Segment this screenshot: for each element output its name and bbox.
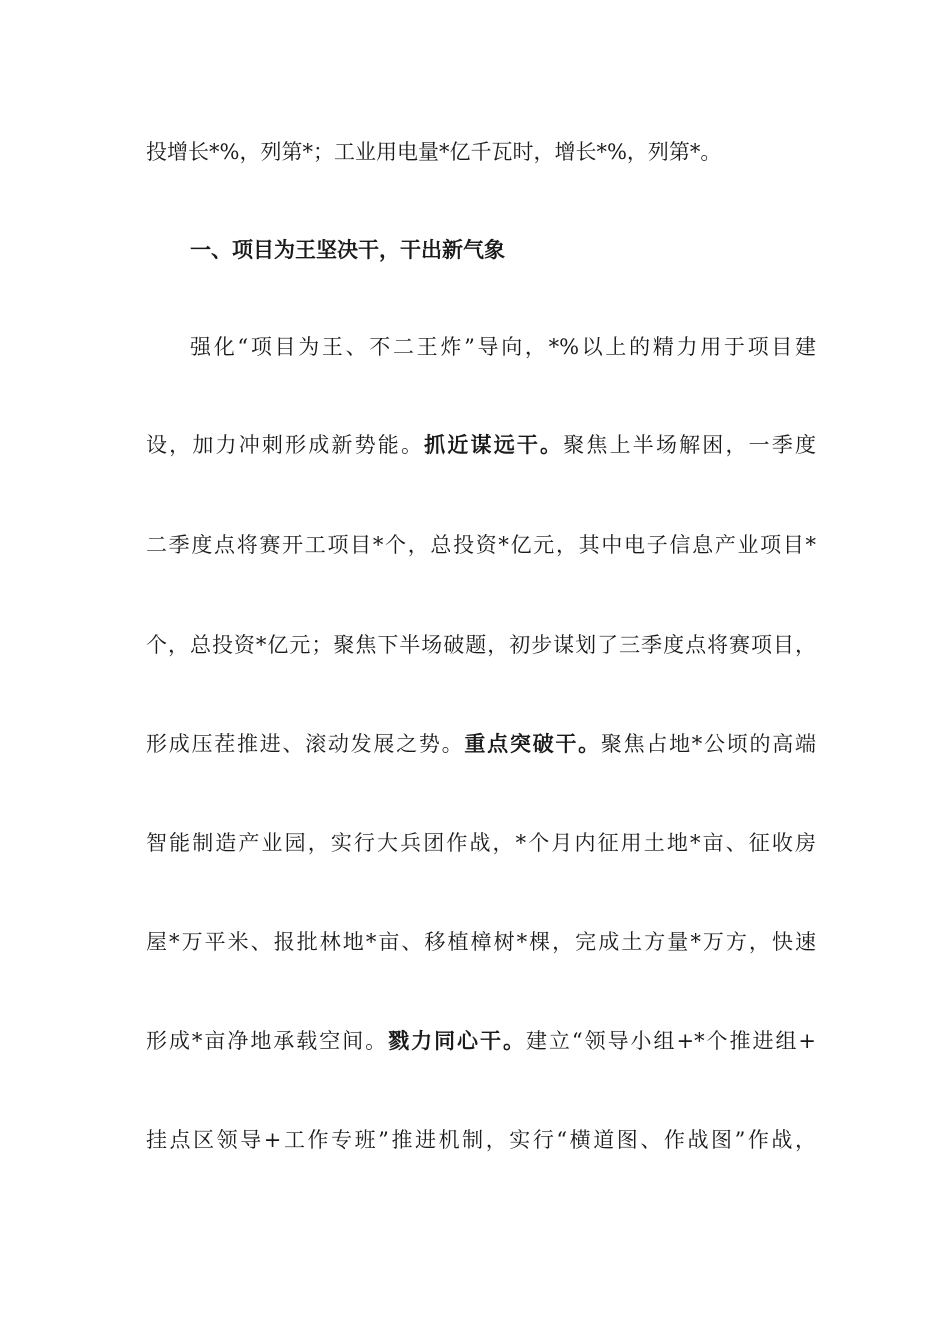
paragraph-line <box>146 630 816 660</box>
text-run: 挂点区领导+工作专班”推进机制，实行“横道图、作战图”作战， <box>146 1128 816 1152</box>
paragraph-line <box>146 927 816 957</box>
text-run: 形成*亩净地承载空间。 <box>146 1029 389 1053</box>
text-run: 智能制造产业园，实行大兵团作战，*个月内征用土地*亩、征收房 <box>146 831 816 855</box>
paragraph-line <box>146 430 816 460</box>
bold-keyphrase: 戮力同心干。 <box>388 1029 526 1053</box>
bold-keyphrase: 抓近谋远干。 <box>424 433 564 457</box>
paragraph-line <box>146 828 816 858</box>
text-run: 投增长*%，列第*；工业用电量*亿千瓦时，增长*%，列第*。 <box>146 140 722 164</box>
text-run: 个，总投资*亿元；聚焦下半场破题，初步谋划了三季度点将赛项目， <box>146 633 816 657</box>
text-run: 屋*万平米、报批林地*亩、移植樟树*棵，完成土方量*万方，快速 <box>146 930 816 954</box>
paragraph-line <box>146 1125 816 1155</box>
text-run: 聚焦占地*公顷的高端 <box>600 732 817 756</box>
paragraph-line <box>146 729 816 759</box>
paragraph-line <box>146 137 816 167</box>
paragraph-line <box>146 1026 816 1056</box>
section-heading: 一、项目为王坚决干，干出新气象 <box>190 238 505 262</box>
text-run: 设，加力冲刺形成新势能。 <box>146 433 425 457</box>
text-run: 二季度点将赛开工项目*个，总投资*亿元，其中电子信息产业项目* <box>146 533 816 557</box>
bold-keyphrase: 重点突破干。 <box>464 732 601 756</box>
text-run: 聚焦上半场解困，一季度 <box>563 433 817 457</box>
text-run: 形成压茬推进、滚动发展之势。 <box>146 732 465 756</box>
paragraph-line <box>146 530 816 560</box>
text-run: 强化“项目为王、不二王炸”导向，*%以上的精力用于项目建 <box>190 335 816 359</box>
text-run: 建立“领导小组+*个推进组+ <box>525 1029 817 1053</box>
paragraph-line <box>190 332 816 362</box>
